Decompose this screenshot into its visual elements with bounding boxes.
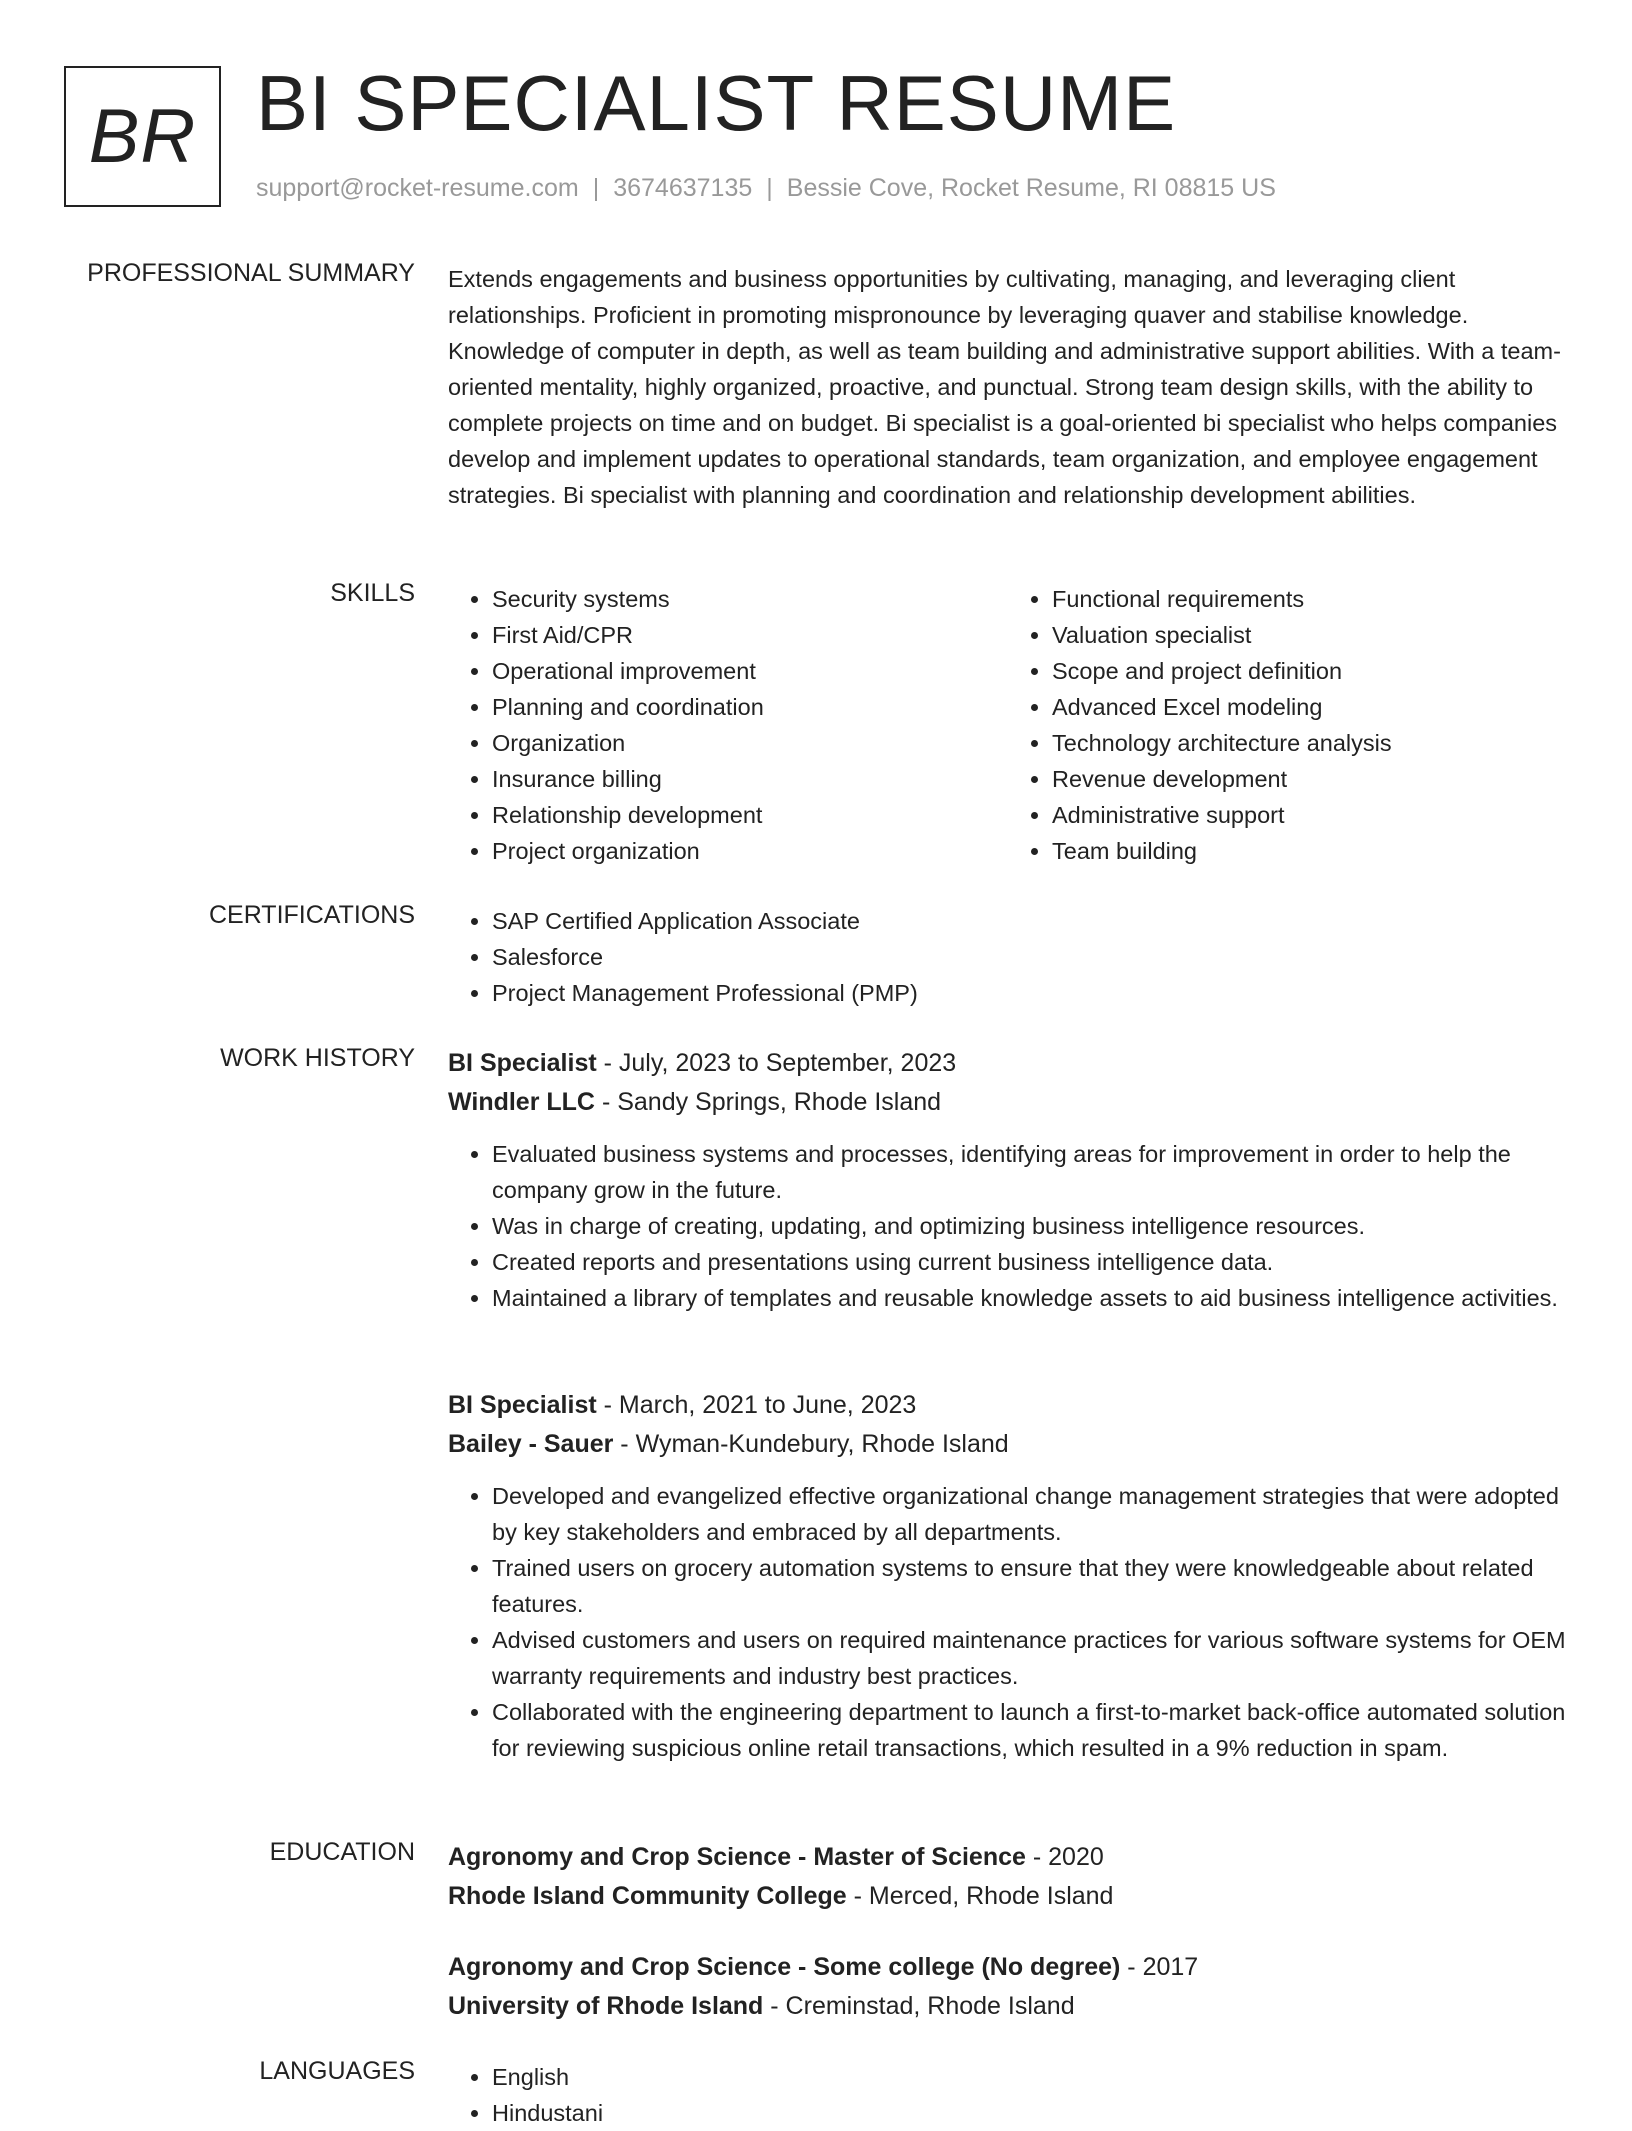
education-entry (448, 1948, 1568, 2026)
job-location: - Wyman-Kundebury, Rhode Island (613, 1430, 1009, 1458)
skill-item: • Functional requirements (1052, 581, 1568, 617)
languages-body (448, 2059, 1568, 2131)
education-school-line (448, 1987, 1568, 2026)
education-degree: Agronomy and Crop Science - Master of Science (448, 1843, 1026, 1871)
language-item: • English (492, 2059, 1568, 2095)
job-bullets (448, 1136, 1568, 1316)
skill-item: • Technology architecture analysis (1052, 725, 1568, 761)
education-entry (448, 1838, 1568, 1916)
education-degree-line (448, 1838, 1568, 1877)
skill-item: • Insurance billing (492, 761, 1008, 797)
job-title: BI Specialist (448, 1049, 597, 1077)
job-bullets (448, 1478, 1568, 1766)
job-company: Windler LLC (448, 1088, 595, 1116)
job-bullet: • Trained users on grocery automation systems to ensure that they were knowledgeable about related features. (492, 1550, 1568, 1622)
skill-item: • Relationship development (492, 797, 1008, 833)
contact-address: Bessie Cove, Rocket Resume, RI 08815 US (786, 174, 1276, 202)
contact-email: support@rocket-resume.com (256, 174, 579, 202)
skill-item: • Administrative support (1052, 797, 1568, 833)
education-school: Rhode Island Community College (448, 1882, 847, 1910)
skill-item: • Operational improvement (492, 653, 1008, 689)
education-label: EDUCATION (269, 1838, 415, 1866)
job-company-line (448, 1083, 1568, 1122)
education-degree-line (448, 1948, 1568, 1987)
education-school: University of Rhode Island (448, 1992, 764, 2020)
summary-label: PROFESSIONAL SUMMARY (87, 259, 415, 287)
job-bullet: • Was in charge of creating, updating, and optimizing business intelligence resources. (492, 1208, 1568, 1244)
job-title-line (448, 1386, 1568, 1425)
skill-item: • Organization (492, 725, 1008, 761)
job-company: Bailey - Sauer (448, 1430, 614, 1458)
job-entry (448, 1386, 1568, 1766)
languages-list (448, 2059, 1568, 2131)
skills-columns (448, 581, 1568, 869)
job-dates: - March, 2021 to June, 2023 (596, 1391, 917, 1419)
education-year: - 2017 (1120, 1953, 1199, 1981)
education-location: - Merced, Rhode Island (846, 1882, 1114, 1910)
job-entry (448, 1044, 1568, 1316)
resume-title: BI SPECIALIST RESUME (256, 59, 1177, 147)
education-year: - 2020 (1025, 1843, 1104, 1871)
job-company-line (448, 1425, 1568, 1464)
contact-separator: | (592, 174, 600, 202)
skill-item: • Planning and coordination (492, 689, 1008, 725)
skills-list-left (448, 581, 1008, 869)
skill-item: • Project organization (492, 833, 1008, 869)
skill-item: • Valuation specialist (1052, 617, 1568, 653)
contact-line (256, 174, 1276, 203)
contact-phone: 3674637135 (613, 174, 753, 202)
skills-label: SKILLS (330, 579, 415, 607)
education-location: - Creminstad, Rhode Island (763, 1992, 1075, 2020)
certification-item: • SAP Certified Application Associate (492, 903, 1568, 939)
certifications-list (448, 903, 1568, 1011)
certifications-body (448, 903, 1568, 1011)
job-bullet: • Evaluated business systems and processes, identifying areas for improvement in order to help the company grow in the future. (492, 1136, 1568, 1208)
skill-item: • Revenue development (1052, 761, 1568, 797)
skill-item: • Team building (1052, 833, 1568, 869)
education-school-line (448, 1877, 1568, 1916)
skill-item: • First Aid/CPR (492, 617, 1008, 653)
job-bullet: • Developed and evangelized effective organizational change management strategies that were adopted by key stakeholders and embraced by all departments. (492, 1478, 1568, 1550)
job-bullet: • Collaborated with the engineering department to launch a first-to-market back-office automated solution for reviewing suspicious online retail transactions, which resulted in a 9% reduction in spam. (492, 1694, 1568, 1766)
monogram-box: BR (64, 66, 221, 207)
job-dates: - July, 2023 to September, 2023 (596, 1049, 957, 1077)
job-bullet: • Maintained a library of templates and reusable knowledge assets to aid business intelligence activities. (492, 1280, 1568, 1316)
skill-item: • Security systems (492, 581, 1008, 617)
skill-item: • Scope and project definition (1052, 653, 1568, 689)
language-item: • Hindustani (492, 2095, 1568, 2131)
skill-item: • Advanced Excel modeling (1052, 689, 1568, 725)
certification-item: • Salesforce (492, 939, 1568, 975)
contact-separator: | (766, 174, 773, 202)
summary-text: Extends engagements and business opportunities by cultivating, managing, and leveraging client relationships. Proficient in promoting mispronounce by leveraging quaver and stabilise knowledge. Knowledge of computer in depth, as well as team building and administrative support abilities. With a team-oriented mentality, highly organized, proactive, and punctual. Strong team design skills, with the ability to complete projects on time and on budget. Bi specialist is a goal-oriented bi specialist who helps companies develop and implement updates to operational standards, team organization, and employee engagement strategies. Bi specialist with planning and coordination and relationship development abilities. (448, 266, 1561, 508)
certifications-label: CERTIFICATIONS (208, 901, 415, 929)
job-title-line (448, 1044, 1568, 1083)
job-bullet: • Advised customers and users on required maintenance practices for various software systems for OEM warranty requirements and industry best practices. (492, 1622, 1568, 1694)
languages-label: LANGUAGES (259, 2057, 415, 2085)
education-degree: Agronomy and Crop Science - Some college (No degree) (448, 1953, 1121, 1981)
work-history-label: WORK HISTORY (220, 1044, 415, 1072)
certification-item: • Project Management Professional (PMP) (492, 975, 1568, 1011)
skills-list-right (1008, 581, 1568, 869)
job-location: - Sandy Springs, Rhode Island (595, 1088, 942, 1116)
job-title: BI Specialist (448, 1391, 597, 1419)
job-bullet: • Created reports and presentations using current business intelligence data. (492, 1244, 1568, 1280)
